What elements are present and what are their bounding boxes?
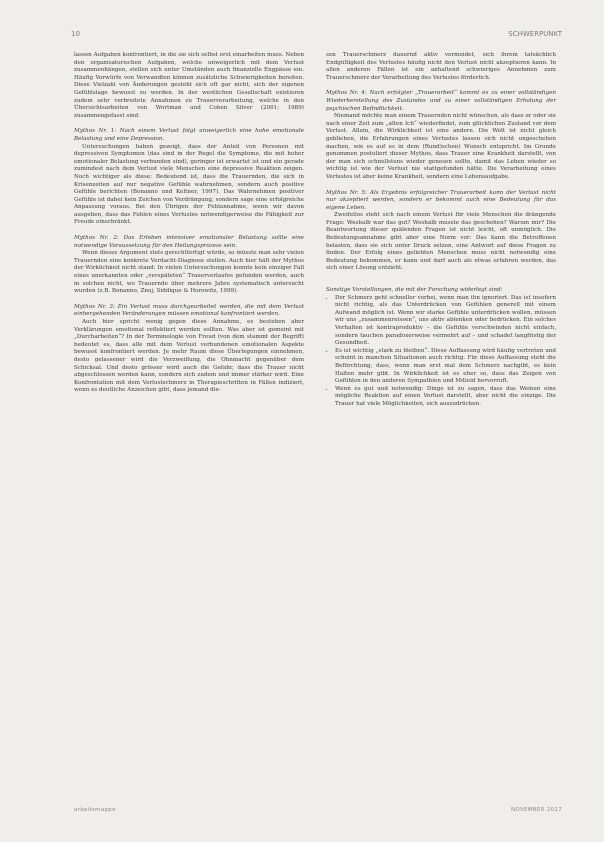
body-paragraph: Niemand möchte man einem Trauernden nicht wünschen, als dass er oder sie nach einer Zeit zum „alten Ich“ wiederfindet, zum glücklichen Zustand vor dem Verlust. Allein, die Wirklichkeit ist eine andere. Die Welt ist nicht gleich geblieben, die Erfahrungen eines Verlustes lassen sich nicht ungeschehen machen, wie es auf es in dem (Rund)schen) Wunsch entspricht. Im Grunde genommen postuliert dieser Mythos, dass Trauer eine Krankheit darstellt, von der man sich schnellstens wieder genesen sollte, damit das Leben wieder so wichtig ist wie der Verlust nie stattgefunden hätte. Die Verarbeitung eines Verlustes ist aber keine Krankheit, sondern eine Lebensaufgabe. <box>326 113 556 180</box>
list-item: • Es ist wichtig „stark zu bleiben“. Diese Auffassung wird häufig vertreten und scheint in manchen Situationen auch richtig. Für diese Auffassung steht die Befürchtung, dass, wenn man erst mal dem Schmerz nachgibt, es kein Halten mehr gibt. In Wirklichkeit ist es eher so, dass das Zeigen von Gefühlen in den anderen Sympathien und Mitleid hervorruft. <box>335 348 556 386</box>
body-paragraph: Auch hier spricht wenig gegen diese Annahme, es bestehen aber Verklärungen emotional reflektiert werden sollten. Was aber ist gemeint mit „Durcharbeiten“? In der Terminologie von Freud (von dem stammt der Begriff) bedeutet es, dass alle mit dem Verlust verbundenen emotionalen Aspekte bewusst konfrontiert werden. Je mehr Raum diese Überlegungen einnehmen, desto gelassener wird die Verzweiflung, die Ohnmacht gegenüber dem Schicksal. Und desto grösser wird auch die Gefahr, dass die Trauer nicht abgeschlossen werden kann, sondern sich zudem und immer stärker wird. Eine Konfrontation mit dem Verlustschmerz in Therapieschritten in Fällen indiziert, wenn es deutliche Anzeichen gibt, dass jemand die- <box>74 319 304 394</box>
body-paragraph: Untersuchungen haben gezeigt, dass der Anteil von Personen mit depressiven Symptomen (das sind in der Regel die Symptome, die mit hoher emotionaler Belastung verbunden sind), geringer ist erwartet ist und ein gerade zumindest nach dem Verlust viele Menschen eine depressive Reaktion zeigen. Noch wichtiger als diese: Bedeutend ist, dass die Trauernden, die sich in Krisenzeiten auf nur negative Gefühle wahrnehmen, sondern auch positive Gefühle berichten (Bonanno und Keltner, 1997). Das Wahrnehmen positiver Gefühle ist dabei kein Zeichen von Verdrängung, sondern sage eine erfolgreiche Anpassung voraus. Bei den Übrigen der Fehlannahme, wenn wir davon ausgehen, dass das Fehlen eines Verlustes notwendigerweise die Fähigkeit zur Freude einschränkt. <box>74 143 304 226</box>
myth-heading: Mythos Nr. 5: Als Ergebnis erfolgreicher Trauerarbeit kann der Verlust nicht nur akzeptiert werden, sondern er bekommt auch eine Bedeutung für das eigene Leben. <box>326 189 556 211</box>
body-paragraph: sen Trauerschmerz dauernd aktiv vermeidet, sich ihrem tatsächlich Endgültigkeit des Verlustes häufig nicht den Verlust nicht akzeptieren kann. In allen anderen Fällen ist ein anhaltend schwieriges Annehmen zum Trauerschmerz der Verarbeitung des Verlustes förderlich. <box>326 52 556 81</box>
footer-right: NOVEMBER 2017 <box>510 807 562 813</box>
page-number: 10 <box>71 30 80 38</box>
body-paragraph: Wenn dieses Argument stets gerechtfertigt würde, so müsste man sehr vielen Trauernden eine konkrete Verdacht-Diagnose stellen. Auch hier hält der Mythos der Wirklichkeit nicht stand: In vielen Untersuchungen konnte kein einziger Fall eines unerkannten oder „verspäteten“ Trauerverlaufes gefunden werden, auch in solchen nicht, wo Trauernde über mehrere Jahre systematisch untersucht wurden (z.B. Bonanno, Znoj, Siddique & Horowitz, 1999). <box>74 250 304 295</box>
footer-left: arbeitsmappe <box>74 807 116 813</box>
list-item: • Wenn es gut und notwendig: Dinge ist zu sagen, dass das Weinen eine mögliche Reaktion auf einen Verlust darstellt, aber nicht die einzige. Die Trauer hat viele Möglichkeiten, sich auszudrücken. <box>335 386 556 409</box>
myth-heading: Mythos Nr. 4: Nach erfolgter „Trauerarbeit“ kommt es zu einer vollständigen Wiederherstellung des Zustandes und zu einer vollständigen Erholung der psychischen Befindlichkeit. <box>326 90 556 112</box>
body-paragraph: Zweifellos steht sich nach einem Verlust für viele Menschen die drängende Frage: Weshalb war das gut? Weshalb musste das geschehen? Warum mir? Die Beantwortung dieser quälenden Fragen ist nicht leicht, oft unmöglich. Die Bedeutungsannahme gibt aber eine Norm vor: Das kann die Betroffenen belasten, dass sie sich unter Druck setzen, eine Antwort auf diese Fragen zu finden. Der Erfolg eines geliebten Menschen muss nicht notwendig eine Bedeutung bekommen, er kann und darf auch als etwas erfahren werden, das sich einer Lösung entzieht. <box>326 212 556 272</box>
myth-heading: Mythos Nr. 1: Nach einem Verlust folgt unweigerlich eine hohe emotionale Belastung und eine Depression. <box>74 128 304 142</box>
left-column <box>74 52 304 395</box>
body-paragraph: lassen Aufgaben konfrontiert, in die sie sich selbst erst einarbeiten muss. Neben den organisatorischen Aufgaben, welche unweigerlich mit dem Verlust zusammenhängen, stellen sich unter Umständen auch finanzielle Engpässe ein. Häufig Vorwürfe von Verwandten können zusätzliche Schwierigkeiten bereiten. Diese Vielzahl von Änderungen gesteht sich oft gar nicht, sich der eigenen Gefühlslage bewusst zu werden. In der westlichen Gesellschaft existieren zudem sehr verbreitete Annahmen zu Trauerverarbeitung, welche in den Übersichtsarbeiten von Wortman und Cohen Silver (2001; 1989) zusammengefasst sind. <box>74 52 304 119</box>
myth-heading: Mythos Nr. 2: Das Erleben intensiver emotionaler Belastung sollte eine notwendige Voraussetzung für den Heilungsprozess sein. <box>74 235 304 249</box>
right-column <box>326 52 556 409</box>
myth-heading: Mythos Nr. 3: Ein Verlust muss durchgearbeitet werden, die mit dem Verlust einhergehenden Veränderungen müssen emotional konfrontiert werden. <box>74 303 304 318</box>
list-item: • Der Schmerz geht schneller vorbei, wenn man ihn ignoriert. Das ist insofern nicht richtig, als das Unterdrücken von Gefühlen generell mit einem Aufwand möglich ist. Wenn wir starke Gefühle unterdrücken wollen, müssen wir uns „zusammenreissen“, uns aktiv ablenken oder bedrücken. Ein solches Verhalten ist kontraproduktiv – die Gefühle verschwinden nicht einfach, sondern tauchen paradoxerweise vermehrt auf – und schadet langfristig der Gesundheit. <box>335 295 556 348</box>
box-heading: Sonstige Vorstellungen, die mit der Forschung widerlegt sind: <box>326 287 503 294</box>
bullet-list <box>326 295 556 409</box>
running-title: SCHWERPUNKT <box>508 30 562 38</box>
